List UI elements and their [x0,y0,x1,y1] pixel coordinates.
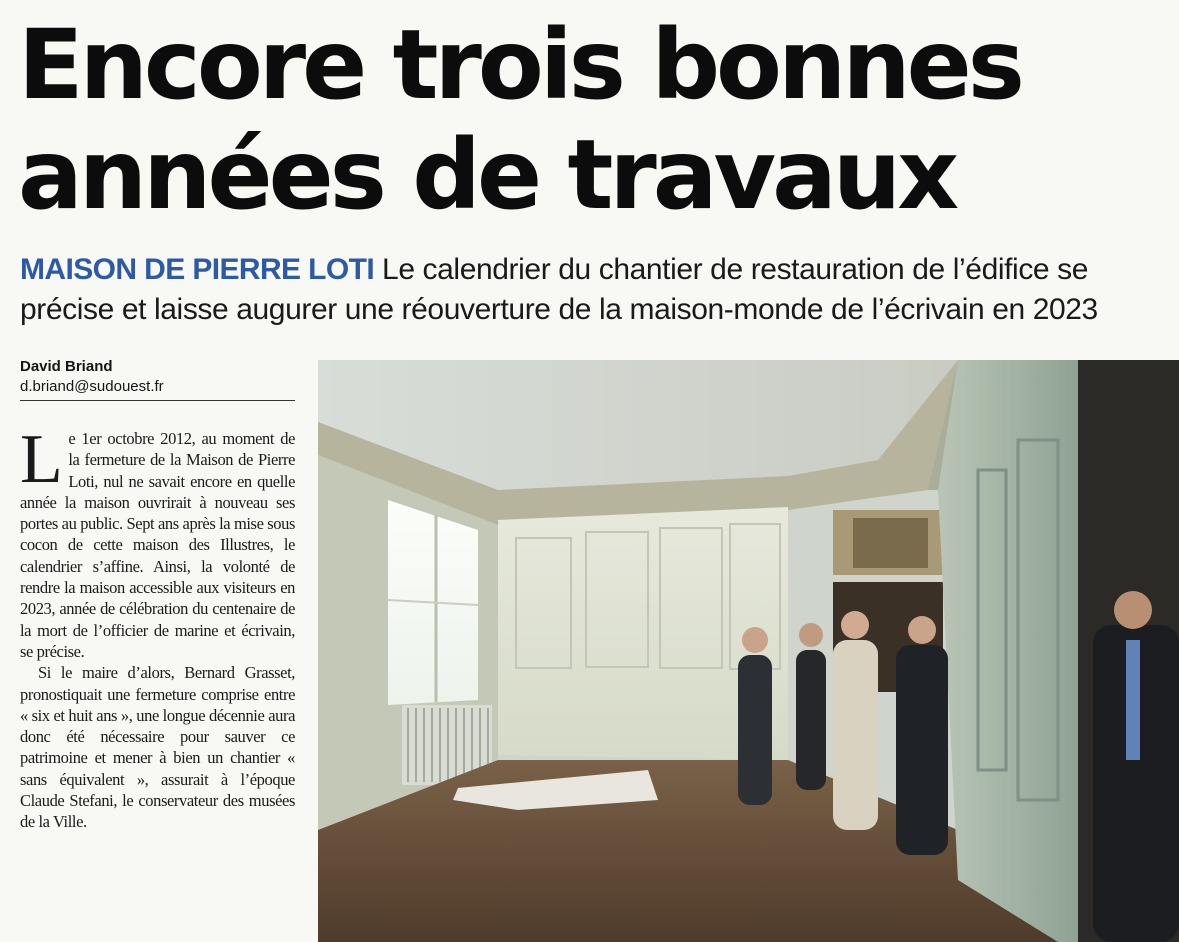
deck-text: Le calendrier du chantier de restauration de l’édifice se précise et laisse augurer une réouverture de la maison-monde de l’écrivain en 2023 [20,253,1098,326]
dropcap: L [20,421,63,498]
author-name: David Briand [20,358,113,375]
photo-room-interior [318,360,1179,942]
byline [20,357,295,401]
article-body [20,421,295,833]
paragraph-1: e 1er octobre 2012, au moment de la fermeture de la Maison de Pierre Loti, nul ne savait encore en quelle année la maison ouvrirait à nouveau ses portes au public. Sept ans après la mise sous cocon de cette maison des Illustres, le calendrier s’affine. Ainsi, la volonté de rendre la maison accessible aux visiteurs en 2023, année de célébration du centenaire de la mort de l’officier de marine et écrivain, se précise. [20,429,295,661]
deck [20,250,1170,330]
headline [18,10,1118,230]
kicker: MAISON DE PIERRE LOTI [20,253,375,286]
headline-line-2: années de travaux [18,119,956,231]
author-email[interactable]: d.briand@sudouest.fr [20,378,164,395]
headline-line-1: Encore trois bonnes [18,9,1021,121]
paragraph-2: Si le maire d’alors, Bernard Grasset, pronostiquait une fermeture comprise entre « six et huit ans », une longue décennie aura donc été nécessaire pour sauver ce patrimoine et mener à bien un chantier « sans équivalent », assurait à l’époque Claude Stefani, le conservateur des musées de la Ville. [20,663,295,832]
article-photo [318,360,1179,942]
